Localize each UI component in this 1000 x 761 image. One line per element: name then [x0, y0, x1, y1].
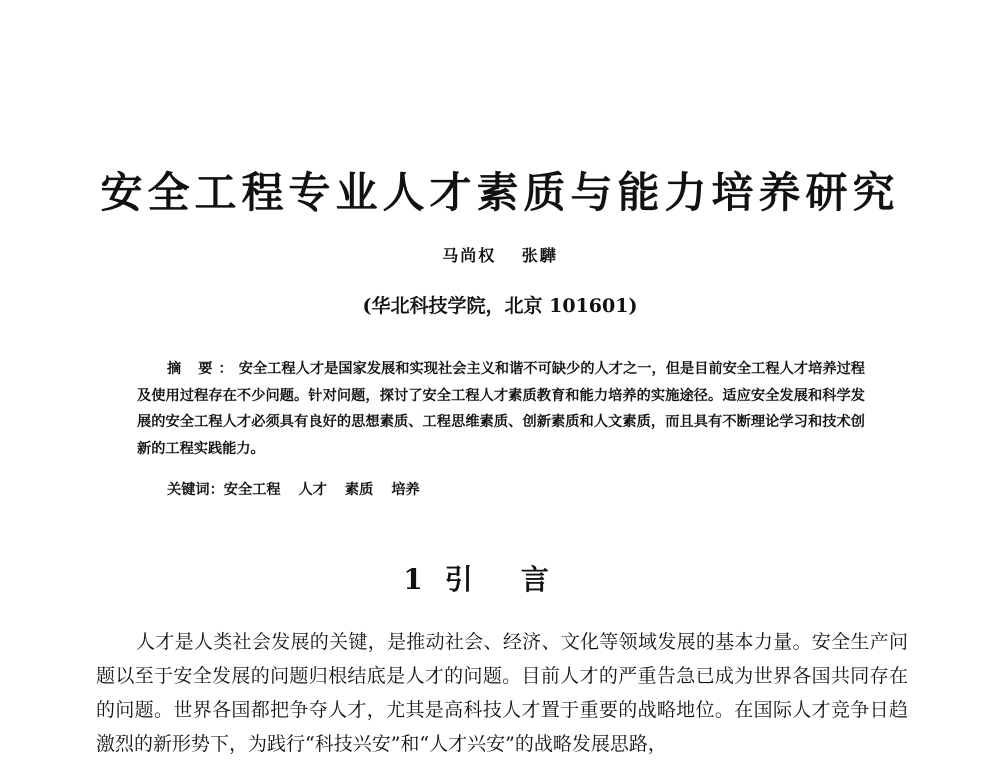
abstract-text: 安全工程人才是国家发展和实现社会主义和谐不可缺少的人才之一，但是目前安全工程人才培养过程及使用过程存在不少问题。针对问题，探讨了安全工程人才素质教育和能力培养的实施途径。适应安全发展和科学发展的安全工程人才必须具有良好的思想素质、工程思维素质、创新素质和人文素质，而且具有不断理论学习和技术创新的工程实践能力。 — [137, 361, 865, 457]
abstract — [137, 356, 865, 462]
affiliation: (华北科技学院，北京 101601) — [362, 295, 638, 317]
section-title: 引言 — [444, 563, 597, 596]
keywords — [167, 478, 867, 502]
keyword-item: 培养 — [391, 482, 420, 498]
keyword-item: 人才 — [298, 482, 327, 498]
section-heading — [0, 560, 1000, 600]
paper-title: 安全工程专业人才素质与能力培养研究 — [100, 168, 900, 217]
authors: 马尚权 张驊 — [442, 246, 558, 265]
section-number: 1 — [403, 563, 423, 596]
keyword-item: 安全工程 — [223, 482, 281, 498]
keyword-item: 素质 — [344, 482, 374, 498]
body-paragraph: 人才是人类社会发展的关键，是推动社会、经济、文化等领域发展的基本力量。安全生产问题以至于安全发展的问题归根结底是人才的问题。目前人才的严重告急已成为世界各国共同存在的问题。世界各国都把争夺人才，尤其是高科技人才置于重要的战略地位。在国际人才竞争日趋激烈的新形势下，为践行“科技兴安”和“人才兴安”的战略发展思路， — [96, 631, 908, 755]
keywords-label: 关键词： — [167, 482, 224, 498]
abstract-label: 摘 要： — [167, 361, 239, 377]
